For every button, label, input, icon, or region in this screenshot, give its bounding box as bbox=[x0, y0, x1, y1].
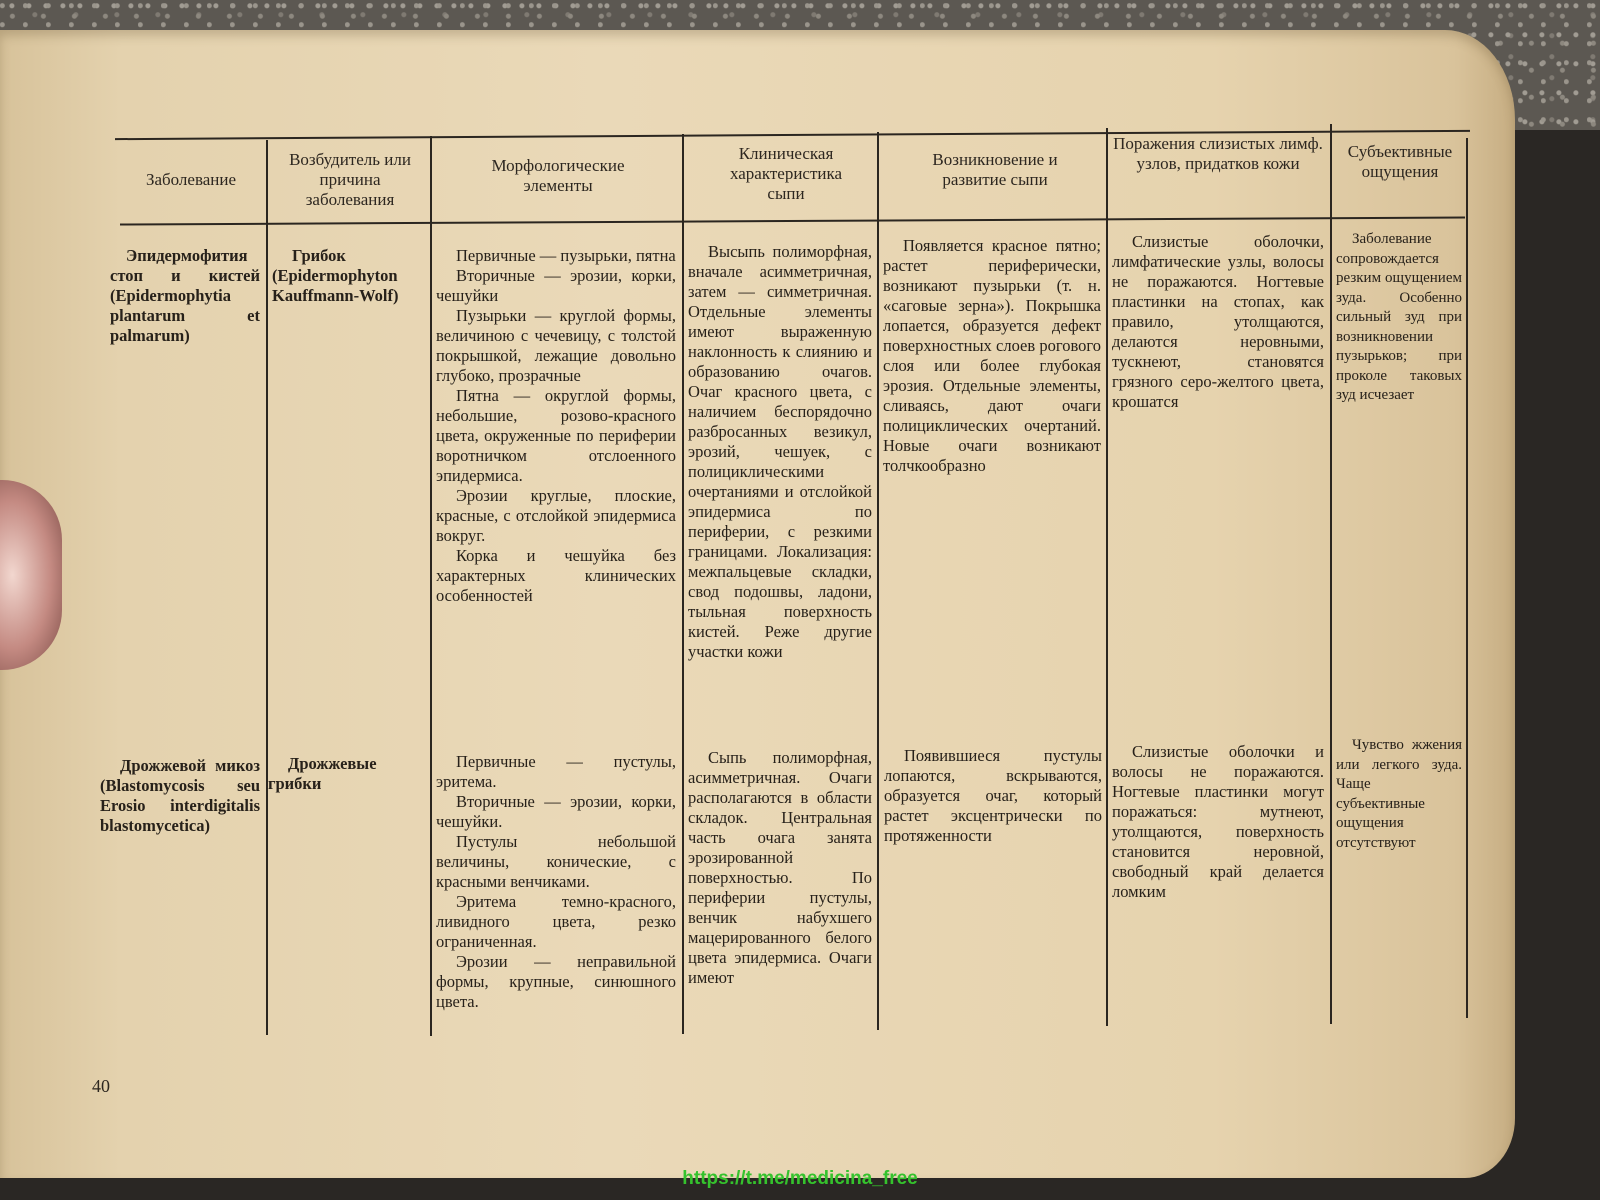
row1-disease: Эпидермофития стоп и кистей (Epidermophytia plantarum et palmarum) bbox=[110, 246, 260, 345]
thumb-holding-page bbox=[0, 480, 62, 670]
page-number: 40 bbox=[92, 1076, 110, 1096]
watermark-link: https://t.me/medicina_free bbox=[682, 1168, 918, 1189]
row1-development: Появляется красное пятно; растет периферически, возникают пузырьки (т. н. «саговые зерна»). Покрышка лопается, образуется дефект поверхностных слоев рогового слоя или более глубокая эрозия. Отдельные элементы, сливаясь, дают очаги полициклических очертаний. Новые очаги возникают толчкообразно bbox=[883, 236, 1101, 475]
morphology-paragraph: Вторичные — эрозии, корки, чешуйки. bbox=[436, 792, 676, 831]
column-divider-1 bbox=[266, 140, 268, 1035]
row1-morphology bbox=[436, 246, 676, 606]
morphology-paragraph: Пятна — округлой формы, небольшие, розово-красного цвета, окруженные по периферии воротничком отслоенного эпидермиса. bbox=[436, 386, 676, 485]
table-right-edge bbox=[1466, 138, 1468, 1018]
morphology-paragraph: Эритема темно-красного, ливидного цвета, резко ограниченная. bbox=[436, 892, 676, 951]
column-divider-5 bbox=[1106, 128, 1108, 1026]
morphology-paragraph: Эрозии круглые, плоские, красные, с отслойкой эпидермиса вокруг. bbox=[436, 486, 676, 545]
header-subjective: Субъективные ощущения bbox=[1347, 142, 1453, 181]
row1-clinical: Высыпь полиморфная, вначале асимметричная, затем — симметричная. Отдельные элементы имеют выраженную наклонность к слиянию и образованию очагов. Очаг красного цвета, с наличием беспорядочно разбросанных везикул, эрозий, чешуек, с полициклическими очертаниями и отслойкой эпидермиса по периферии, с резкими границами. Локализация: межпальцевые складки, свод подошвы, ладони, тыльная поверхность кистей. Реже другие участки кожи bbox=[688, 242, 872, 661]
row2-disease: Дрожжевой микоз (Blastomycosis seu Erosio interdigitalis blastomycetica) bbox=[100, 756, 260, 835]
row2-development: Появившиеся пустулы лопаются, вскрываются, образуется очаг, который растет эксцентрически по протяженности bbox=[884, 746, 1102, 845]
column-divider-2 bbox=[430, 136, 432, 1036]
morphology-paragraph: Первичные — пустулы, эритема. bbox=[436, 752, 676, 791]
header-mucosa: Поражения слизистых лимф. узлов, придатков кожи bbox=[1113, 134, 1323, 173]
morphology-paragraph: Эрозии — неправильной формы, крупные, синюшного цвета. bbox=[436, 952, 676, 1011]
book-page bbox=[0, 30, 1515, 1178]
header-morphology: Морфологические элементы bbox=[491, 156, 625, 195]
header-clinical: Клиническая характеристика сыпи bbox=[729, 144, 843, 203]
header-development: Возникновение и развитие сыпи bbox=[932, 150, 1058, 189]
row2-subjective: Чувство жжения или легкого зуда. Чаще субъективные ощущения отсутствуют bbox=[1336, 737, 1462, 851]
row1-subjective: Заболевание сопровождается резким ощущением зуда. Особенно сильный зуд при возникновении пузырьков; при проколе таковых зуд исчезает bbox=[1336, 231, 1462, 403]
row2-cause: Дрожжевые грибки bbox=[268, 754, 377, 793]
header-disease: Заболевание bbox=[145, 170, 237, 189]
row2-mucosa: Слизистые оболочки и волосы не поражаются. Ногтевые пластинки могут поражаться: мутнеют, утолщаются, поверхность становится неровной, свободный край делается ломким bbox=[1112, 742, 1324, 901]
row1-cause: Грибок (Epidermophyton Kauffmann-Wolf) bbox=[272, 246, 399, 305]
column-divider-6 bbox=[1330, 124, 1332, 1024]
morphology-paragraph: Вторичные — эрозии, корки, чешуйки bbox=[436, 266, 676, 305]
column-divider-4 bbox=[877, 132, 879, 1030]
row2-morphology bbox=[436, 752, 676, 1012]
morphology-paragraph: Корка и чешуйка без характерных клинических особенностей bbox=[436, 546, 676, 605]
morphology-paragraph: Пустулы небольшой величины, конические, с красными венчиками. bbox=[436, 832, 676, 891]
column-divider-3 bbox=[682, 134, 684, 1034]
header-cause: Возбудитель или причина заболевания bbox=[289, 150, 411, 209]
morphology-paragraph: Первичные — пузырьки, пятна bbox=[456, 246, 676, 265]
row1-mucosa: Слизистые оболочки, лимфатические узлы, волосы не поражаются. Ногтевые пластинки на стопах, как правило, утолщаются, делаются неровными, тускнеют, становятся грязного серо-желтого цвета, крошатся bbox=[1112, 232, 1324, 411]
morphology-paragraph: Пузырьки — круглой формы, величиною с чечевицу, с толстой покрышкой, лежащие довольно глубоко, прозрачные bbox=[436, 306, 676, 385]
table-header-rule bbox=[120, 216, 1465, 225]
row2-clinical: Сыпь полиморфная, асимметричная. Очаги располагаются в области складок. Центральная часть очага занята эрозированной поверхностью. По периферии пустулы, венчик набухшего мацерированного белого цвета эпидермиса. Очаги имеют bbox=[688, 748, 872, 987]
